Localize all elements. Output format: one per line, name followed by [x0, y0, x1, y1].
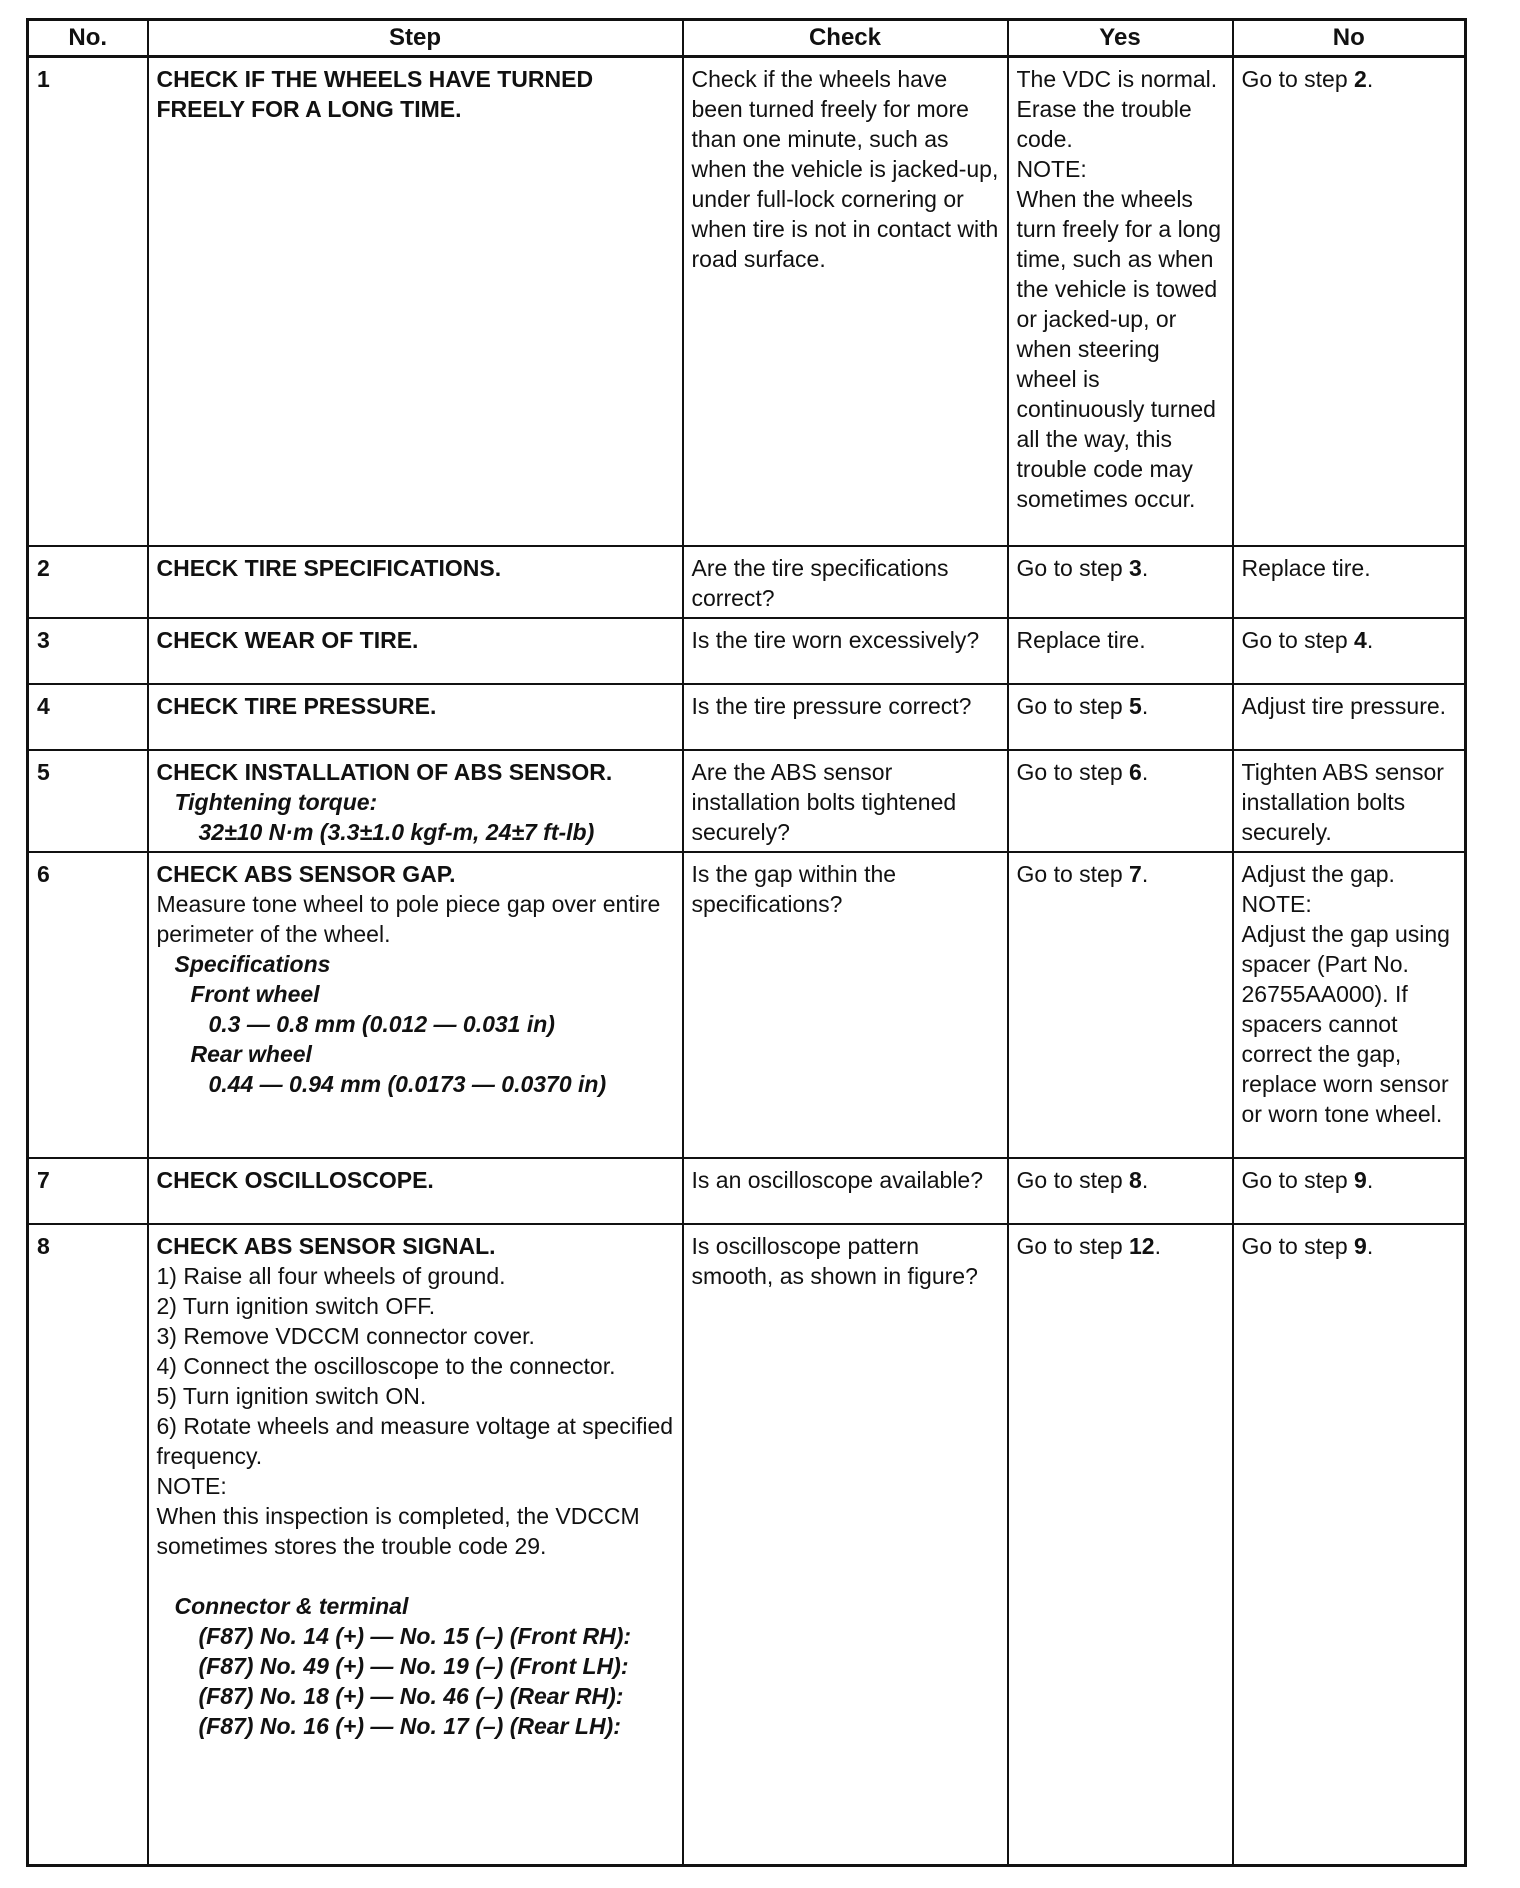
- yes-cell: Go to step 7.: [1008, 852, 1233, 1158]
- step-cell: [148, 750, 683, 852]
- step-cell: [148, 684, 683, 750]
- front-wheel-value: 0.3 — 0.8 mm (0.012 — 0.031 in): [208, 1010, 555, 1037]
- connector-terminal: (F87) No. 18 (+) — No. 46 (–) (Rear RH):: [198, 1682, 624, 1709]
- table-header-row: [28, 20, 1466, 57]
- check-cell: Is the tire worn excessively?: [683, 618, 1008, 684]
- no-cell: Go to step 2.: [1233, 57, 1466, 546]
- step-reference: 9: [1354, 1166, 1367, 1193]
- step-reference: 12: [1129, 1232, 1155, 1259]
- step-title: CHECK IF THE WHEELS HAVE TURNED FREELY FOR A LONG TIME.: [156, 66, 594, 122]
- step-title: CHECK WEAR OF TIRE.: [156, 626, 419, 653]
- procedure-step: 2) Turn ignition switch OFF.: [156, 1292, 436, 1319]
- table-row: [28, 57, 1466, 546]
- check-cell: Is the tire pressure correct?: [683, 684, 1008, 750]
- spec-label: Tightening torque:: [174, 788, 378, 815]
- header-no: No.: [28, 20, 148, 57]
- row-number: 7: [28, 1158, 148, 1224]
- yes-cell: Go to step 3.: [1008, 546, 1233, 618]
- table-row: [28, 750, 1466, 852]
- step-title: CHECK INSTALLATION OF ABS SENSOR.: [156, 758, 613, 785]
- step-cell: [148, 1224, 683, 1866]
- rear-wheel-value: 0.44 — 0.94 mm (0.0173 — 0.0370 in): [208, 1070, 607, 1097]
- table-row: [28, 618, 1466, 684]
- table-row: [28, 1224, 1466, 1866]
- no-cell: Go to step 4.: [1233, 618, 1466, 684]
- no-cell: Tighten ABS sensor installation bolts securely.: [1233, 750, 1466, 852]
- procedure-step: 3) Remove VDCCM connector cover.: [156, 1322, 535, 1349]
- yes-cell: Go to step 12.: [1008, 1224, 1233, 1866]
- no-cell: Go to step 9.: [1233, 1158, 1466, 1224]
- check-cell: Are the tire specifications correct?: [683, 546, 1008, 618]
- yes-cell: Go to step 6.: [1008, 750, 1233, 852]
- header-check: Check: [683, 20, 1008, 57]
- step-title: CHECK TIRE PRESSURE.: [156, 692, 437, 719]
- row-number: 5: [28, 750, 148, 852]
- row-number: 8: [28, 1224, 148, 1866]
- table-row: [28, 684, 1466, 750]
- step-reference: 7: [1129, 860, 1142, 887]
- step-title: CHECK ABS SENSOR SIGNAL.: [156, 1232, 496, 1259]
- step-reference: 3: [1129, 554, 1142, 581]
- step-reference: 2: [1354, 66, 1367, 92]
- rear-wheel-label: Rear wheel: [190, 1040, 312, 1067]
- procedure-step: 4) Connect the oscilloscope to the connector.: [156, 1352, 616, 1379]
- procedure-step: 1) Raise all four wheels of ground.: [156, 1262, 506, 1289]
- step-reference: 9: [1354, 1232, 1367, 1259]
- row-number: 4: [28, 684, 148, 750]
- check-cell: Are the ABS sensor installation bolts tightened securely?: [683, 750, 1008, 852]
- row-number: 1: [28, 57, 148, 546]
- step-title: CHECK TIRE SPECIFICATIONS.: [156, 554, 502, 581]
- no-text: Adjust the gap.: [1241, 860, 1395, 887]
- table-row: [28, 852, 1466, 1158]
- no-note-label: NOTE:: [1241, 890, 1312, 917]
- step-body: Measure tone wheel to pole piece gap over entire perimeter of the wheel.: [156, 890, 661, 947]
- row-number: 3: [28, 618, 148, 684]
- row-number: 6: [28, 852, 148, 1158]
- no-cell: [1233, 852, 1466, 1158]
- table-row: [28, 1158, 1466, 1224]
- yes-cell: Go to step 8.: [1008, 1158, 1233, 1224]
- step-cell: [148, 1158, 683, 1224]
- step-reference: 4: [1354, 626, 1367, 653]
- procedure-step: 5) Turn ignition switch ON.: [156, 1382, 427, 1409]
- step-cell: [148, 57, 683, 546]
- diagnostic-table: [26, 18, 1467, 1867]
- step-reference: 8: [1129, 1166, 1142, 1193]
- header-no-result: No: [1233, 20, 1466, 57]
- connector-terminal: (F87) No. 49 (+) — No. 19 (–) (Front LH):: [198, 1652, 629, 1679]
- no-note: Adjust the gap using spacer (Part No. 26755AA000). If spacers cannot correct the gap, replace worn sensor or worn tone wheel.: [1241, 920, 1450, 1127]
- step-reference: 6: [1129, 758, 1142, 785]
- header-yes: Yes: [1008, 20, 1233, 57]
- step-cell: [148, 546, 683, 618]
- yes-cell: [1008, 57, 1233, 546]
- check-cell: Is oscilloscope pattern smooth, as shown in figure?: [683, 1224, 1008, 1866]
- spec-label: Specifications: [174, 950, 331, 977]
- connector-terminal: (F87) No. 16 (+) — No. 17 (–) (Rear LH):: [198, 1712, 621, 1739]
- check-cell: Check if the wheels have been turned freely for more than one minute, such as when the vehicle is jacked-up, under full-lock cornering or when tire is not in contact with road surface.: [683, 57, 1008, 546]
- procedure-step: 6) Rotate wheels and measure voltage at specified frequency.: [156, 1412, 674, 1469]
- diagnostic-table-sheet: [26, 18, 1464, 1867]
- front-wheel-label: Front wheel: [190, 980, 320, 1007]
- yes-text: The VDC is normal. Erase the trouble code.: [1016, 66, 1218, 152]
- step-title: CHECK ABS SENSOR GAP.: [156, 860, 456, 887]
- no-cell: Go to step 9.: [1233, 1224, 1466, 1866]
- connector-label: Connector & terminal: [174, 1592, 409, 1619]
- check-cell: Is an oscilloscope available?: [683, 1158, 1008, 1224]
- table-row: [28, 546, 1466, 618]
- step-title: CHECK OSCILLOSCOPE.: [156, 1166, 434, 1193]
- check-cell: Is the gap within the specifications?: [683, 852, 1008, 1158]
- connector-terminal: (F87) No. 14 (+) — No. 15 (–) (Front RH):: [198, 1622, 632, 1649]
- step-cell: [148, 852, 683, 1158]
- header-step: Step: [148, 20, 683, 57]
- step-reference: 5: [1129, 692, 1142, 719]
- no-cell: Adjust tire pressure.: [1233, 684, 1466, 750]
- spacer: [157, 1561, 674, 1591]
- step-cell: [148, 618, 683, 684]
- yes-cell: Replace tire.: [1008, 618, 1233, 684]
- note-label: NOTE:: [156, 1472, 227, 1499]
- yes-note-label: NOTE:: [1016, 156, 1087, 182]
- yes-note: When the wheels turn freely for a long time, such as when the vehicle is towed or jacked-up, or when steering wheel is continuously turned all the way, this trouble code may sometimes occur.: [1016, 186, 1222, 512]
- yes-cell: Go to step 5.: [1008, 684, 1233, 750]
- row-number: 2: [28, 546, 148, 618]
- no-cell: Replace tire.: [1233, 546, 1466, 618]
- note-text: When this inspection is completed, the VDCCM sometimes stores the trouble code 29.: [156, 1502, 640, 1559]
- spec-value: 32±10 N·m (3.3±1.0 kgf-m, 24±7 ft-lb): [198, 818, 595, 845]
